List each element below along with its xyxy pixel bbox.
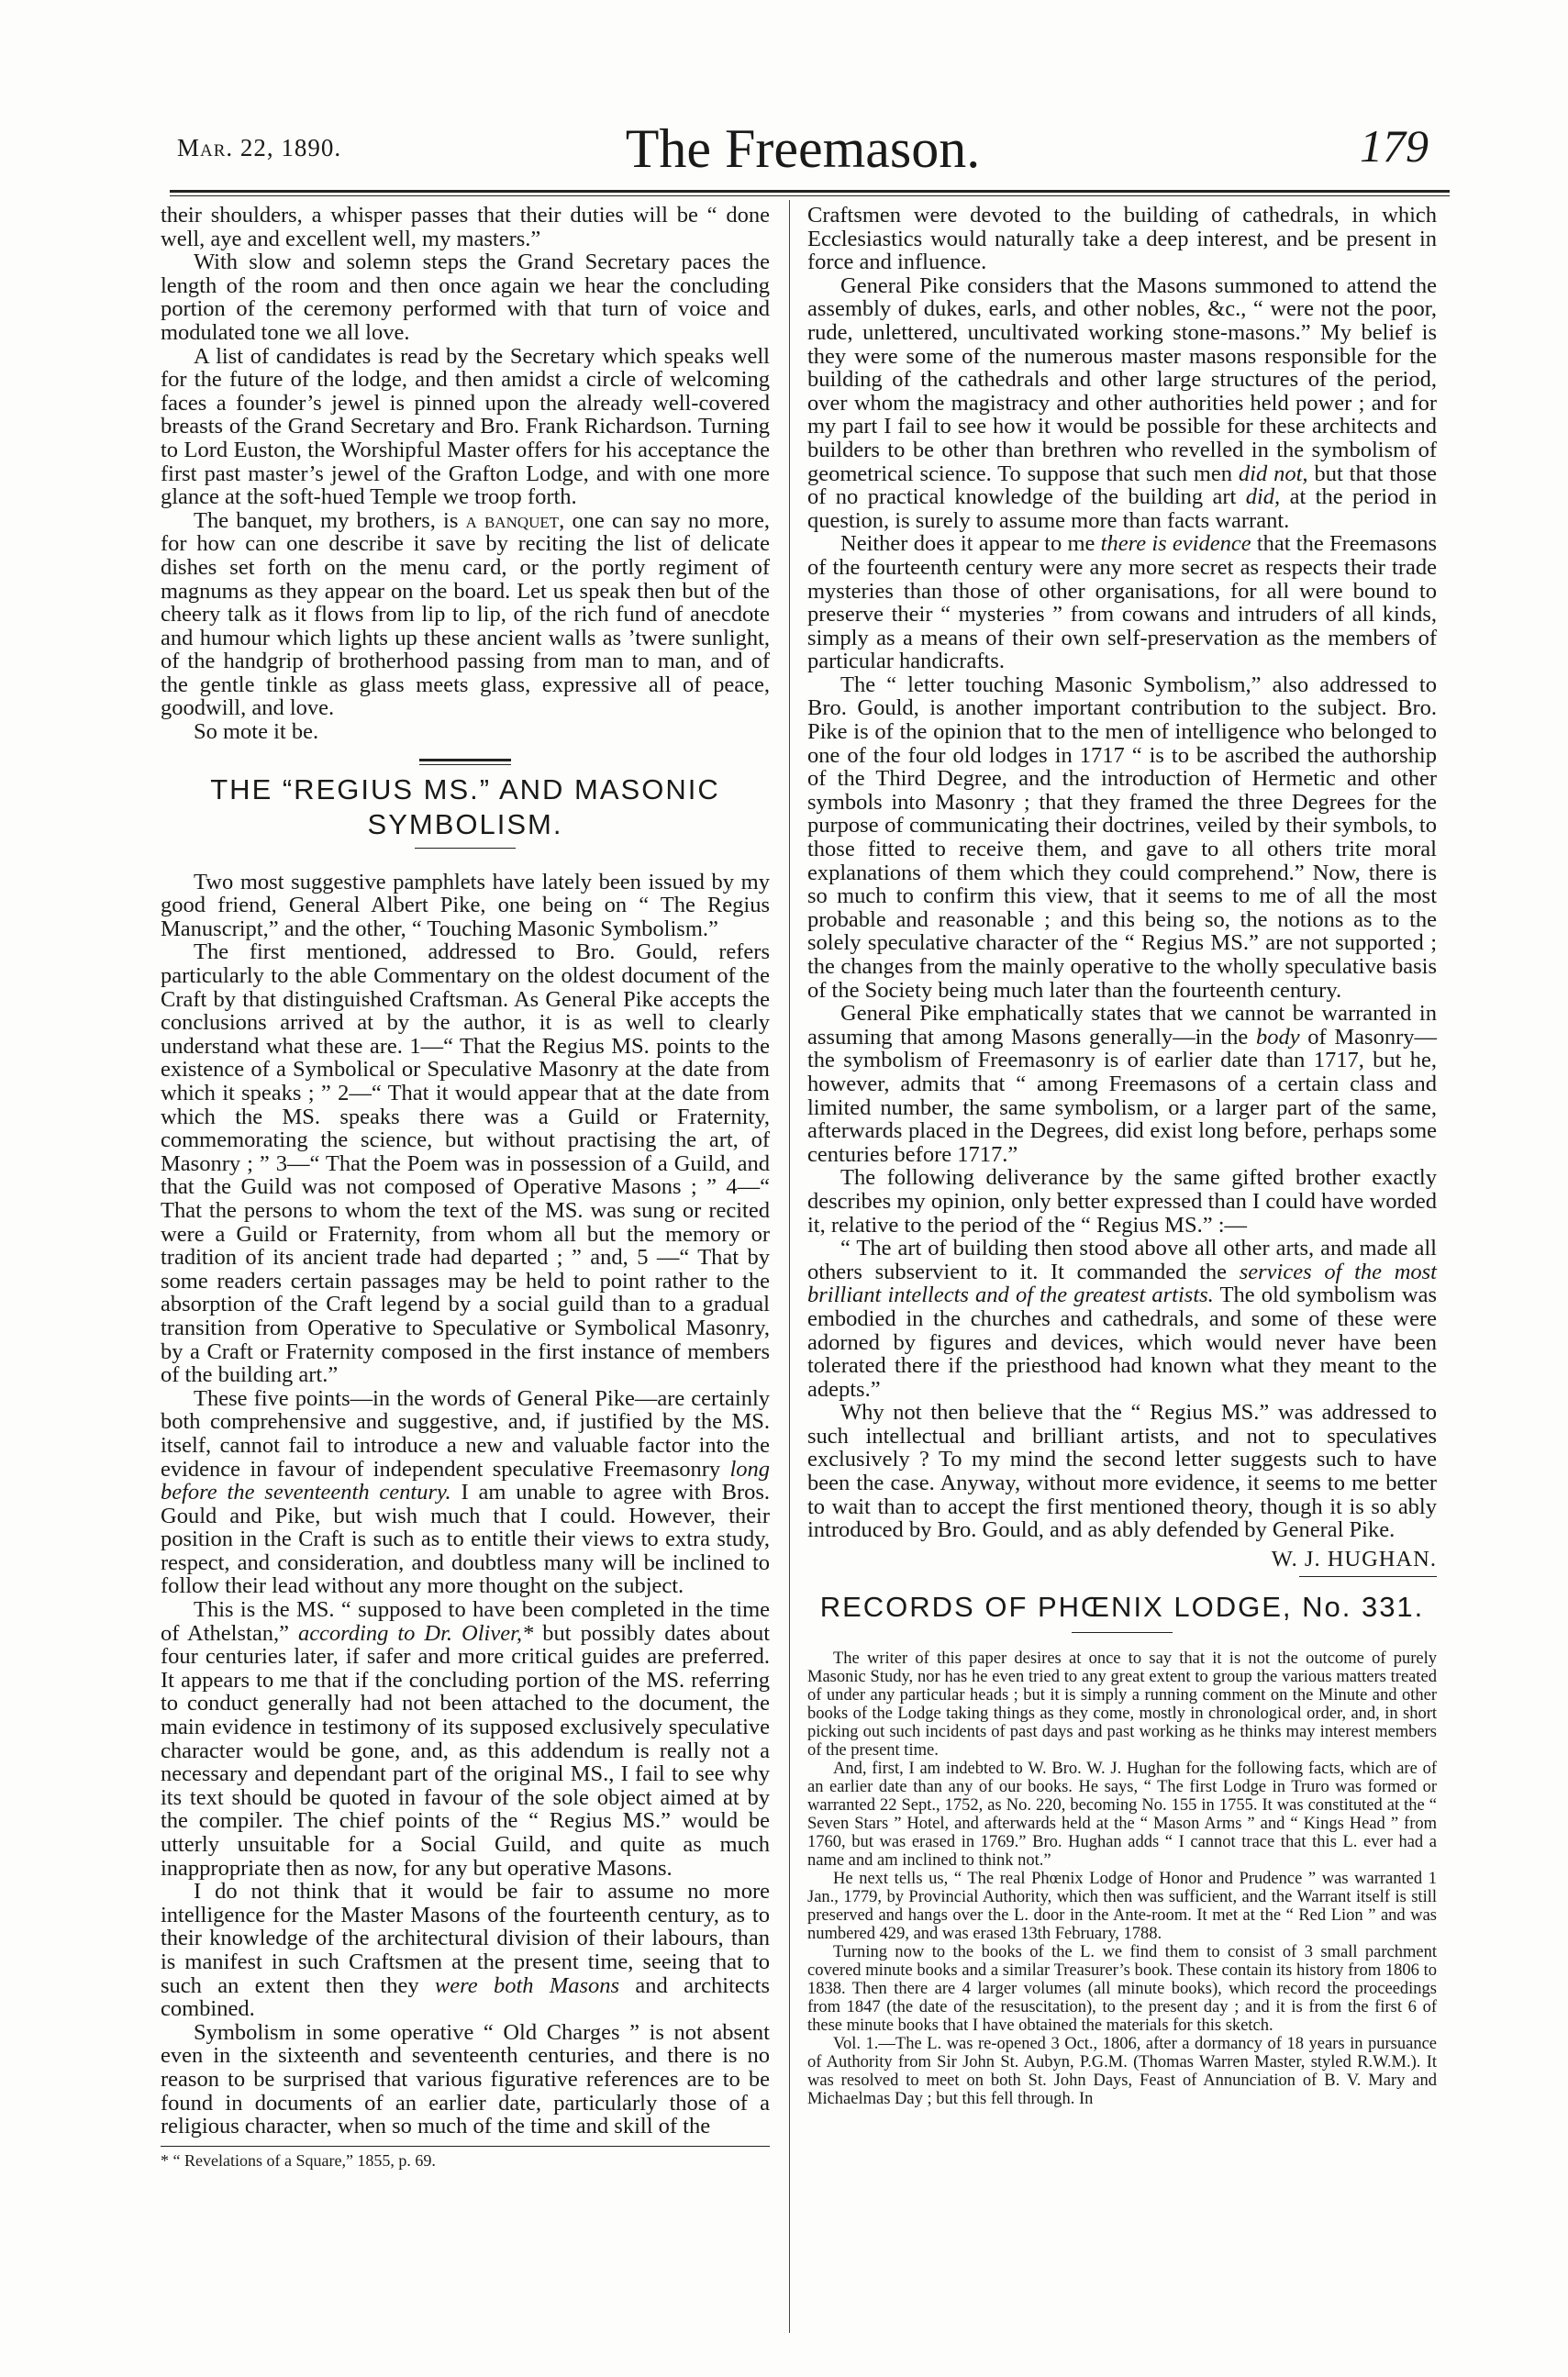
paragraph: “ The art of building then stood above all other arts, and made all others subservient to it. It commanded the services of the most brilliant intellects and of the greatest artists. The old symbolism was embodied in the churches and cathedrals, and some of these were adorned by figures and devices, which would never have been tolerated there if the priesthood had known what they meant to the adepts.”: [807, 1236, 1438, 1402]
paragraph: He next tells us, “ The real Phœnix Lodge of Honor and Prudence ” was warranted 1 Jan., 1779, by Provincial Authority, which then was sufficient, and the Warrant itself is still preserved and hangs over the L. door in the Ante-room. It met at the “ Red Lion ” and was numbered 429, and was erased 13th February, 1788.: [807, 1870, 1437, 1944]
paragraph: General Pike considers that the Masons summoned to attend the assembly of dukes, earls, and other nobles, &c., “ were not the poor, rude, unlettered, uncultivated working stone-masons.” My belief is they were some of the numerous master masons responsible for the building of the cathedrals and other large structures of the period, over whom the magistracy and other authorities held power ; and for my part I fail to see how it would be possible for these architects and builders to be other than brethren who revelled in the symbolism of geometrical science. To suppose that such men did not, but that those of no practical knowledge of the building art did, at the period in question, is surely to assume more than facts warrant.: [807, 272, 1437, 533]
paragraph: their shoulders, a whisper passes that their duties will be “ done well, aye and excellent well, my masters.”: [161, 203, 770, 251]
paragraph: The following deliverance by the same gifted brother exactly describes my opinion, only better expressed than I could have worded it, relative to the period of the “ Regius MS.” :—: [807, 1165, 1437, 1238]
paragraph: General Pike emphatically states that we cannot be warranted in assuming that among Masons generally—in the body of Masonry—the symbolism of Freemasonry is of earlier date than 1717, but he, however, admits that “ among Freemasons of a certain class and limited number, the same symbolism, or a larger part of the same, afterwards placed in the Degrees, did exist long before, perhaps some centuries before 1717.”: [807, 1001, 1437, 1167]
article-heading: THE “REGIUS MS.” AND MASONIC SYMBOLISM.: [210, 772, 720, 840]
paragraph: Why not then believe that the “ Regius MS.” was addressed to such intellectual and brilliant artists, and not to speculatives exclusively ? To my mind the second letter suggests such to have been the case. Anyway, without more evidence, it seems to me better to wait than to accept the first mentioned theory, though it is so ably introduced by Bro. Gould, and as ably defended by General Pike.: [807, 1400, 1437, 1543]
paragraph: The writer of this paper desires at once to say that it is not the outcome of purely Masonic Study, nor has he even tried to any great extent to group the various matters treated of under any particular heads ; but it is simply a running comment on the Minute and other books of the Lodge taking things as they come, mostly in chronological order, and, in short picking out such incidents of past days and past working as he thinks may interest members of the present time.: [807, 1649, 1437, 1761]
paragraph: I do not think that it would be fair to assume no more intelligence for the Master Masons of the fourteenth century, as to their knowledge of the architectural division of their labours, than is manifest in such Craftsmen at the present time, seeing that to such an extent then they were both Masons and architects combined.: [161, 1879, 770, 2022]
right-column: [807, 204, 1437, 2108]
paragraph: This is the MS. “ supposed to have been completed in the time of Athelstan,” according to Dr. Oliver,* but possibly dates about four centuries later, if safer and more critical guides are preferred. It appears to me that if the concluding portion of the MS. referring to conduct generally had not been attached to the document, the main evidence in testimony of its supposed exclusively speculative character would be gone, and, as this addendum is really not a necessary and dependant part of the original MS., I fail to see why its text should be quoted in favour of the sole object aimed at by the compiler. The chief points of the “ Regius MS.” would be utterly unsuitable for a Social Guild, and quite as much inappropriate then as now, for any but operative Masons.: [161, 1597, 771, 1881]
paragraph: These five points—in the words of General Pike—are certainly both comprehensive and suggestive, and, if justified by the MS. itself, cannot fail to introduce a new and valuable factor into the evidence in favour of independent speculative Freemasonry long before the seventeenth century. I am unable to agree with Bros. Gould and Pike, but wish much that I could. However, their position in the Craft is such as to entitle their views to extra study, respect, and consideration, and doubtless many will be inclined to follow their lead without any more thought on the subject.: [161, 1385, 771, 1599]
paragraph: Vol. 1.—The L. was re-opened 3 Oct., 1806, after a dormancy of 18 years in pursuance of Authority from Sir John St. Aubyn, P.G.M. (Thomas Warren Master, styled R.W.M.). It was resolved to meet on both St. John Days, Feast of Annunciation of B. V. Mary and Michaelmas Day ; but this fell through. In: [807, 2035, 1437, 2109]
left-column: [161, 204, 770, 2171]
issue-date: Mar. 22, 1890.: [177, 134, 342, 161]
paragraph: A list of candidates is read by the Secretary which speaks well for the future of the lodge, and then amidst a circle of welcoming faces a founder’s jewel is pinned upon the already well-covered breasts of the Grand Secretary and Bro. Frank Richardson. Turning to Lord Euston, the Worshipful Master offers for his acceptance the first past master’s jewel of the Grafton Lodge, and with one more glance at the soft-hued Temple we troop forth.: [161, 343, 770, 510]
paragraph: The “ letter touching Masonic Symbolism,” also addressed to Bro. Gould, is another important contribution to the subject. Bro. Pike is of the opinion that to the men of intelligence who belonged to one of the four old lodges in 1717 “ is to be ascribed the authorship of the Third Degree, and the introduction of Hermetic and other symbols into Masonry ; that they framed the three Degrees for the purpose of communicating their doctrines, veiled by their symbols, to those fitted to receive them, and gave to all others trite moral explanations of them which they could comprehend.” Now, there is so much to confirm this view, that it seems to me of all the most probable and reasonable ; and this being so, the notions as to the solely speculative character of the “ Regius MS.” are not supported ; the changes from the mainly operative to the wholly speculative basis of the Society being much later than the fourteenth century.: [807, 672, 1437, 1003]
column-divider: [789, 200, 790, 2333]
paragraph: The banquet, my brothers, is a banquet, one can say no more, for how can one describe it save by reciting the list of delicate dishes set forth on the menu card, or the portly regiment of magnums as they appear on the board. Let us speak then but of the cheery talk as it flows from lip to lip, of the rich fund of anecdote and humour which lights up these ancient walls as ’twere sunlight, of the handgrip of brotherhood passing from man to man, and of the gentle tinkle as glass meets glass, expressive all of peace, goodwill, and love.: [161, 507, 770, 721]
masthead-title: The Freemason.: [625, 118, 981, 179]
paragraph: With slow and solemn steps the Grand Secretary paces the length of the room and then once again we hear the concluding portion of the ceremony performed with that turn of voice and modulated tone we all love.: [161, 250, 770, 345]
author-signature: W. J. HUGHAN.: [1271, 1546, 1437, 1572]
paragraph: So mote it be.: [194, 719, 319, 745]
page-number: 179: [1360, 120, 1429, 172]
article-heading: RECORDS OF PHŒNIX LODGE, No. 331.: [819, 1591, 1425, 1624]
section-rule: [419, 759, 511, 765]
page-header: [177, 117, 1429, 191]
article-body-small: [807, 1649, 1437, 2108]
paragraph: Turning now to the books of the L. we find them to consist of 3 small parchment covered minute books and a similar Treasurer’s book. These contain its history from 1806 to 1838. Then there are 4 larger volumes (all minute books), which record the proceedings from 1847 (the date of the resuscitation), to the present day ; and it is from the first 6 of these minute books that I have obtained the materials for this sketch.: [807, 1943, 1437, 2036]
footnote: * “ Revelations of a Square,” 1855, p. 69.: [161, 2150, 436, 2170]
paragraph: Symbolism in some operative “ Old Charges ” is not absent even in the sixteenth and seventeenth centuries, and there is no reason to be surprised that various figurative references are to be found in documents of an earlier date, particularly those of a religious character, when so much of the time and skill of the: [161, 2019, 770, 2139]
paragraph: And, first, I am indebted to W. Bro. W. J. Hughan for the following facts, which are of an earlier date than any of our books. He says, “ The first Lodge in Truro was formed or warranted 22 Sept., 1752, as No. 220, becoming No. 155 in 1755. It was constituted at the “ Seven Stars ” Hotel, and afterwards held at the “ Mason Arms ” and “ Kings Head ” from 1760, but was erased in 1769.” Bro. Hughan adds “ I cannot trace that this L. ever had a name and am inclined to think not.”: [807, 1760, 1437, 1871]
paragraph: Neither does it appear to me there is evidence that the Freemasons of the fourteenth century were any more secret as respects their trade mysteries than those of other organisations, for all were bound to preserve their “ mysteries ” from cowans and intruders of all kinds, simply as a means of their own self-preservation as the members of particular handicrafts.: [807, 531, 1437, 674]
paragraph: Two most suggestive pamphlets have lately been issued by my good friend, General Albert Pike, one being on “ The Regius Manuscript,” and the other, “ Touching Masonic Symbolism.”: [161, 869, 770, 941]
header-rule-thin: [170, 195, 1450, 196]
paragraph: Craftsmen were devoted to the building of cathedrals, in which Ecclesiastics would naturally take a deep interest, and be present in force and influence.: [807, 203, 1437, 275]
header-rule: [170, 190, 1450, 193]
paragraph: The first mentioned, addressed to Bro. Gould, refers particularly to the able Commentary on the oldest document of the Craft by that distinguished Craftsman. As General Pike accepts the conclusions arrived at by the author, it is as well to clearly understand what these are. 1—“ That the Regius MS. points to the existence of a Symbolical or Speculative Masonry at the date from which it speaks ; ” 2—“ That it would appear that at the date from which the MS. speaks there was a Guild or Fraternity, commemorating the science, but without practising the art, of Masonry ; ” 3—“ That the Poem was in possession of a Guild, and that the Guild was not composed of Operative Masons ; ” 4—“ That the persons to whom the text of the MS. was sung or recited were a Guild or Fraternity, from whom all but the memory or tradition of its ancient trade had departed ; ” and, 5 —“ That by some readers certain passages may be held to point rather to the absorption of the Craft legend by a social guild than to a gradual transition from Operative to Speculative or Symbolical Masonry, by a Craft or Fraternity composed in the first instance of members of the building art.”: [161, 939, 770, 1388]
